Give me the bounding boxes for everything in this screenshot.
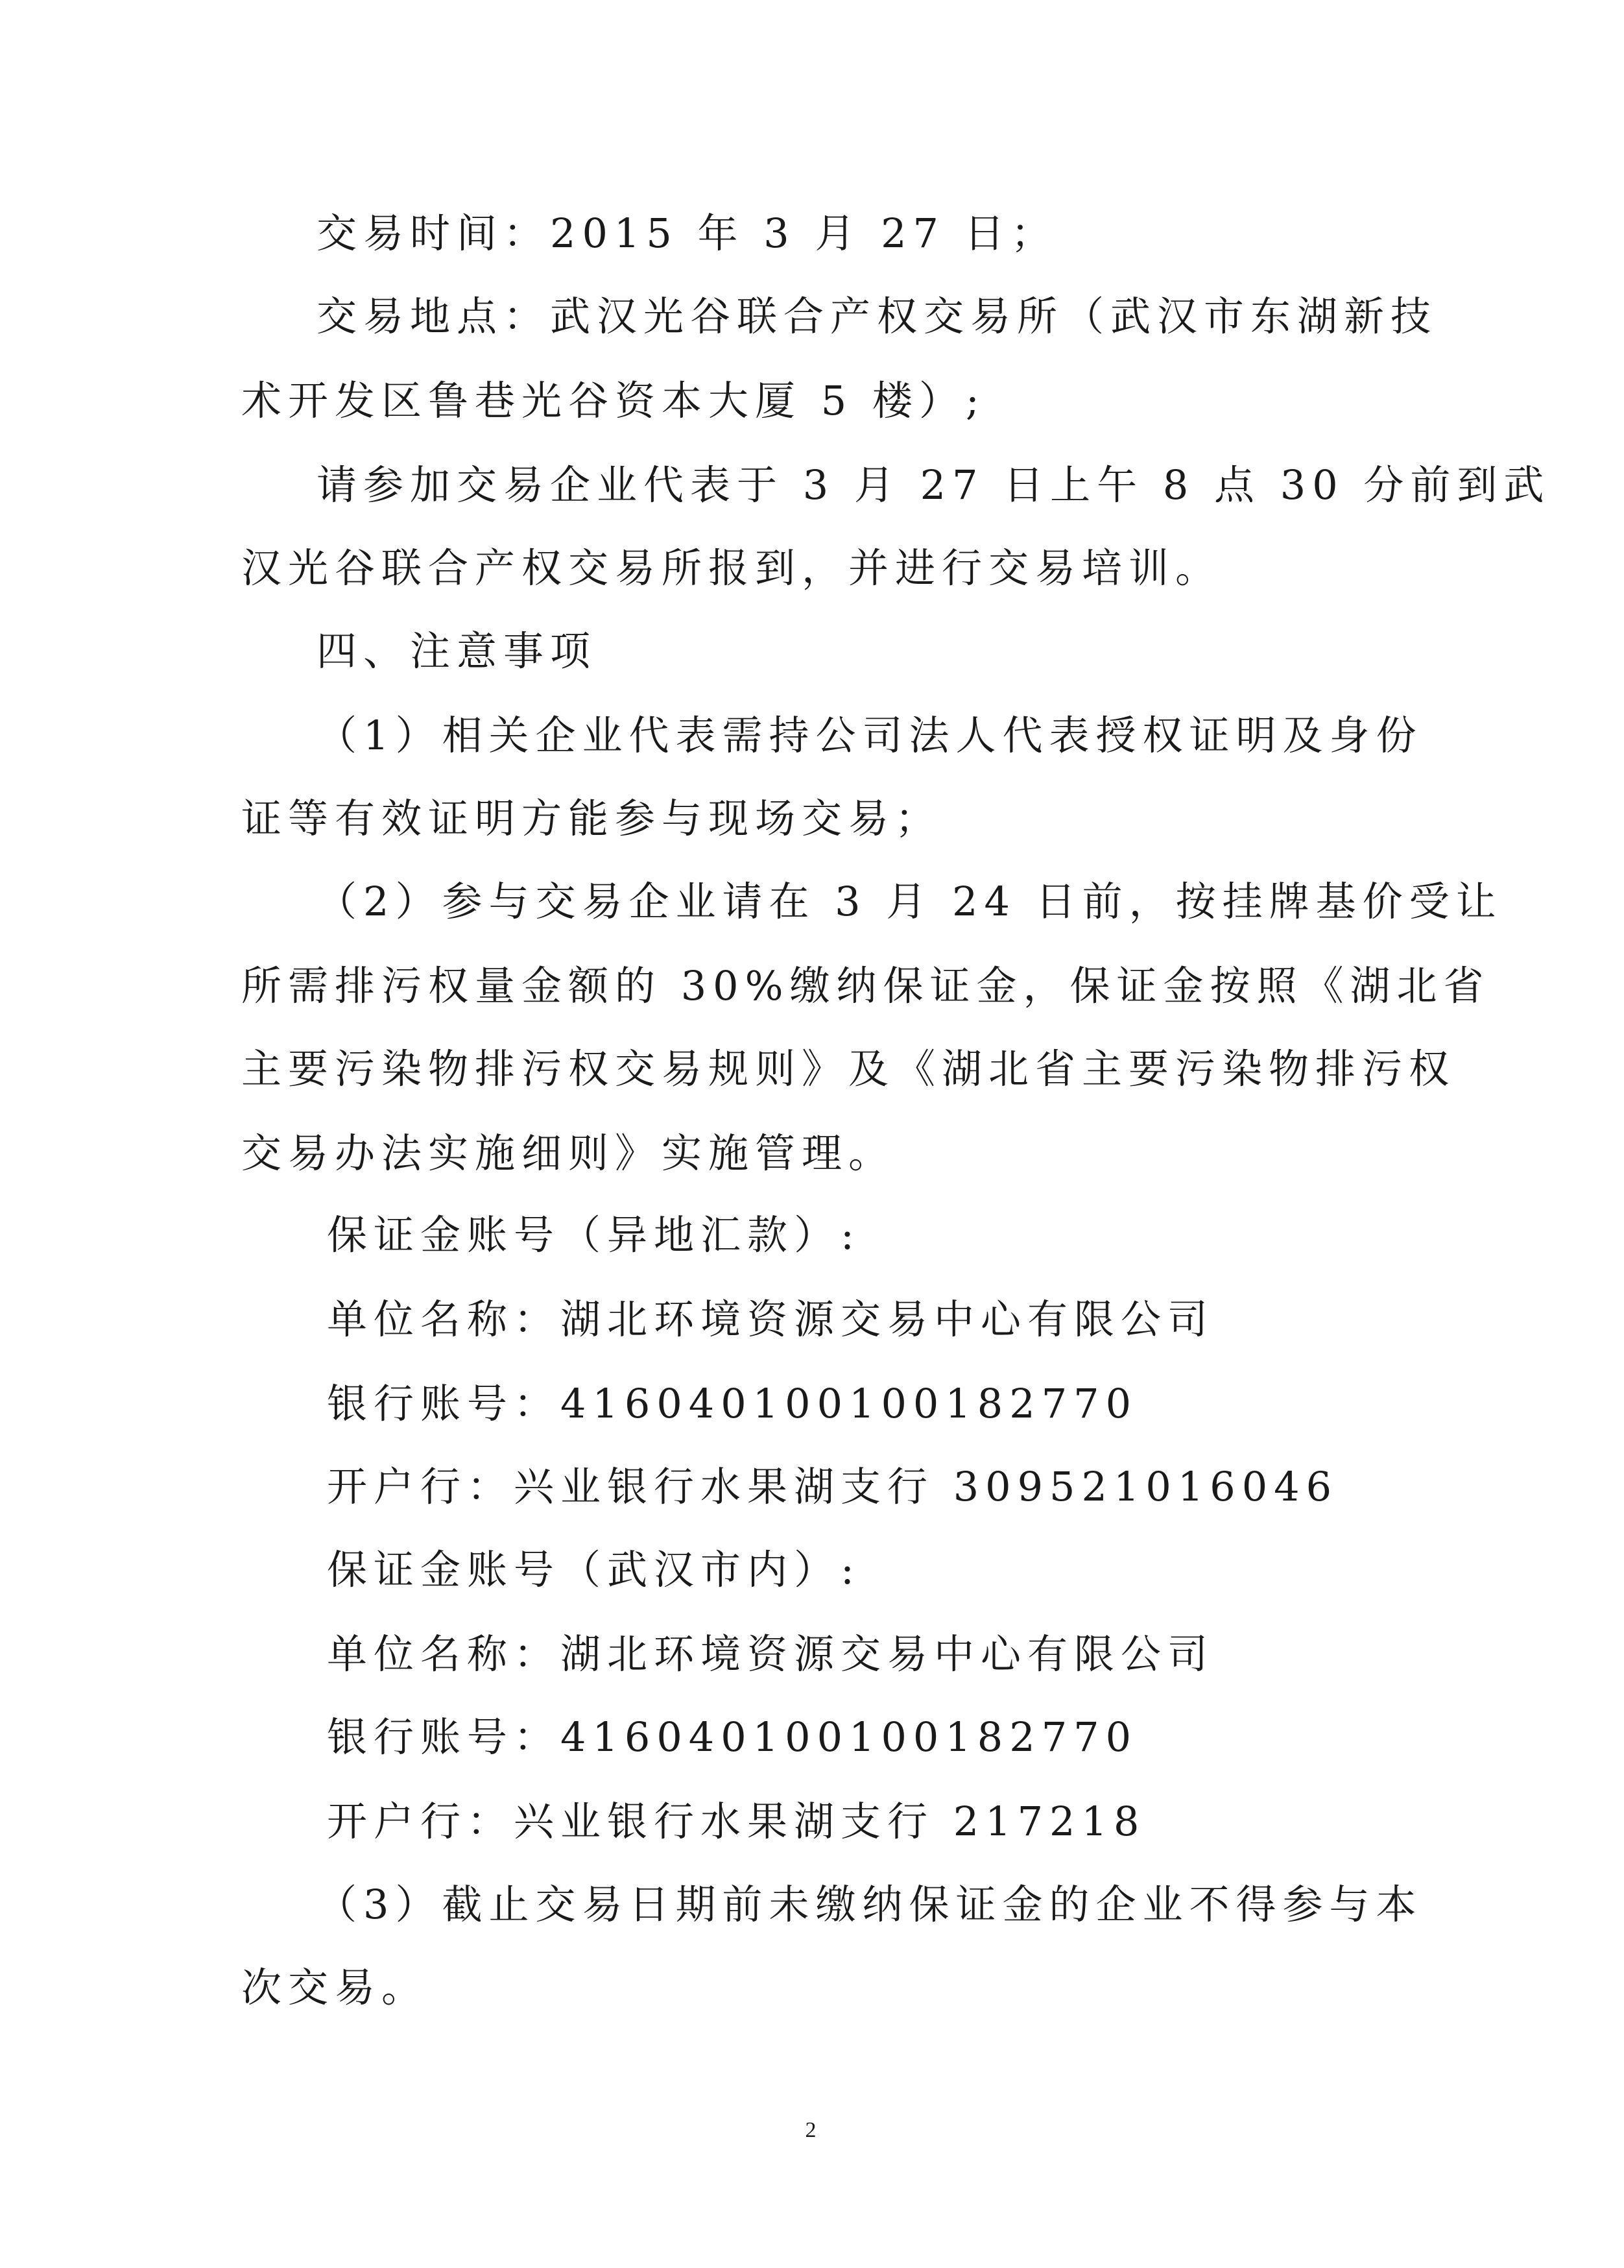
deposit-local-unit: 单位名称：湖北环境资源交易中心有限公司 (327, 1630, 1215, 1678)
note2-line-1: （2）参与交易企业请在 3 月 24 日前，按挂牌基价受让 (316, 878, 1503, 925)
note1-line-1: （1）相关企业代表需持公司法人代表授权证明及身份 (316, 712, 1423, 759)
trade-location-line-2: 术开发区鲁巷光谷资本大厦 5 楼）; (241, 377, 986, 424)
trade-location-line-1: 交易地点：武汉光谷联合产权交易所（武汉市东湖新技 (316, 293, 1438, 340)
deposit-local-title: 保证金账号（武汉市内）: (327, 1546, 861, 1593)
note2-line-4: 交易办法实施细则》实施管理。 (241, 1129, 896, 1177)
note2-line-3: 主要污染物排污权交易规则》及《湖北省主要污染物排污权 (241, 1045, 1456, 1092)
attend-line-1: 请参加交易企业代表于 3 月 27 日上午 8 点 30 分前到武 (316, 461, 1551, 509)
note1-line-2: 证等有效证明方能参与现场交易； (241, 795, 942, 842)
note3-line-1: （3）截止交易日期前未缴纳保证金的企业不得参与本 (316, 1881, 1423, 1928)
trade-time: 交易时间：2015 年 3 月 27 日； (316, 210, 1058, 257)
deposit-remote-unit: 单位名称：湖北环境资源交易中心有限公司 (327, 1296, 1215, 1343)
deposit-remote-account: 银行账号：416040100100182770 (327, 1380, 1138, 1427)
deposit-local-account: 银行账号：416040100100182770 (327, 1713, 1138, 1761)
section4-heading: 四、注意事项 (316, 627, 597, 675)
note2-line-2: 所需排污权量金额的 30%缴纳保证金，保证金按照《湖北省 (241, 962, 1490, 1009)
deposit-remote-title: 保证金账号（异地汇款）: (327, 1211, 861, 1259)
page-number: 2 (805, 2118, 817, 2142)
deposit-remote-bank: 开户行：兴业银行水果湖支行 309521016046 (327, 1463, 1339, 1510)
note3-line-2: 次交易。 (241, 1964, 429, 2011)
attend-line-2: 汉光谷联合产权交易所报到，并进行交易培训。 (241, 544, 1223, 592)
deposit-local-bank: 开户行：兴业银行水果湖支行 217218 (327, 1798, 1146, 1845)
